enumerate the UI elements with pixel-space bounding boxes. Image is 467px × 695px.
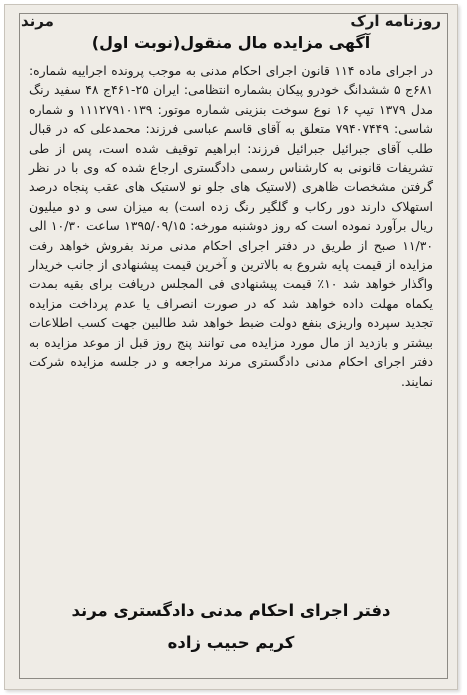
newspaper-name: روزنامه ارک — [350, 12, 441, 30]
masthead — [21, 11, 441, 31]
issuing-office: دفتر اجرای احکام مدنی دادگستری مرند — [71, 601, 391, 620]
newspaper-clipping — [4, 4, 458, 690]
signatory-name: کریم حبیب زاده — [167, 633, 295, 652]
city-label: مرند — [21, 12, 54, 30]
notice-body: در اجرای ماده ۱۱۴ قانون اجرای احکام مدنی به موجب پرونده اجراییه شماره: ۶۸۱ج ۵ ششدانگ خودرو پیکان بشماره انتظامی: ایران ۲۵-۴۶۱ج ۴۸ سفید رنگ مدل ۱۳۷۹ تیپ ۱۶ نوع سوخت بنزینی شماره موتور: ۱۱۱۲۷۹۱۰۱۳۹ و شماره شاسی: ۷۹۴۰۷۴۴۹ متعلق به آقای قاسم عباسی فرزند: محمدعلی که در قبال طلب آقای جبرائیل جبرائیل فرزند: ابراهیم توقیف شده است، پس از طی تشریفات قانونی به کارشناس رسمی دادگستری ارجاع شده که وی با در نظر گرفتن مشخصات ظاهری (لاستیک های جلو نو لاستیک های عقب پنجاه درصد استهلاک دارند دور رکاب و گلگیر رنگ زده است) به میزان سی و دو میلیون ریال برآورد نموده است که روز دوشنبه مورخه: ۱۳۹۵/۰۹/۱۵ ساعت ۱۰/۳۰ الی ۱۱/۳۰ صبح از طریق در دفتر اجرای احکام مدنی مرند بفروش خواهد رفت مزایده از قیمت پایه شروع به بالاترین و آخرین قیمت پیشنهادی از جانب خریدار واگذار خواهد شد ۱۰٪ قیمت پیشنهادی فی المجلس دریافت برای بقیه بمدت یکماه مهلت داده خواهد شد که در صورت انصراف یا عدم پرداخت مزایده تجدید سپرده واریزی بنفع دولت ضبط خواهد شد طالبین جهت کسب اطلاعات بیشتر و بازدید از مال مورد مزایده می توانند پنج روز قبل از موعد مزایده به دفتر اجرای احکام مدنی دادگستری مرند مراجعه و در جلسه مزایده شرکت نمایند. — [29, 63, 434, 389]
notice-title: آگهی مزایده مال منقول(نوبت اول) — [91, 33, 371, 52]
